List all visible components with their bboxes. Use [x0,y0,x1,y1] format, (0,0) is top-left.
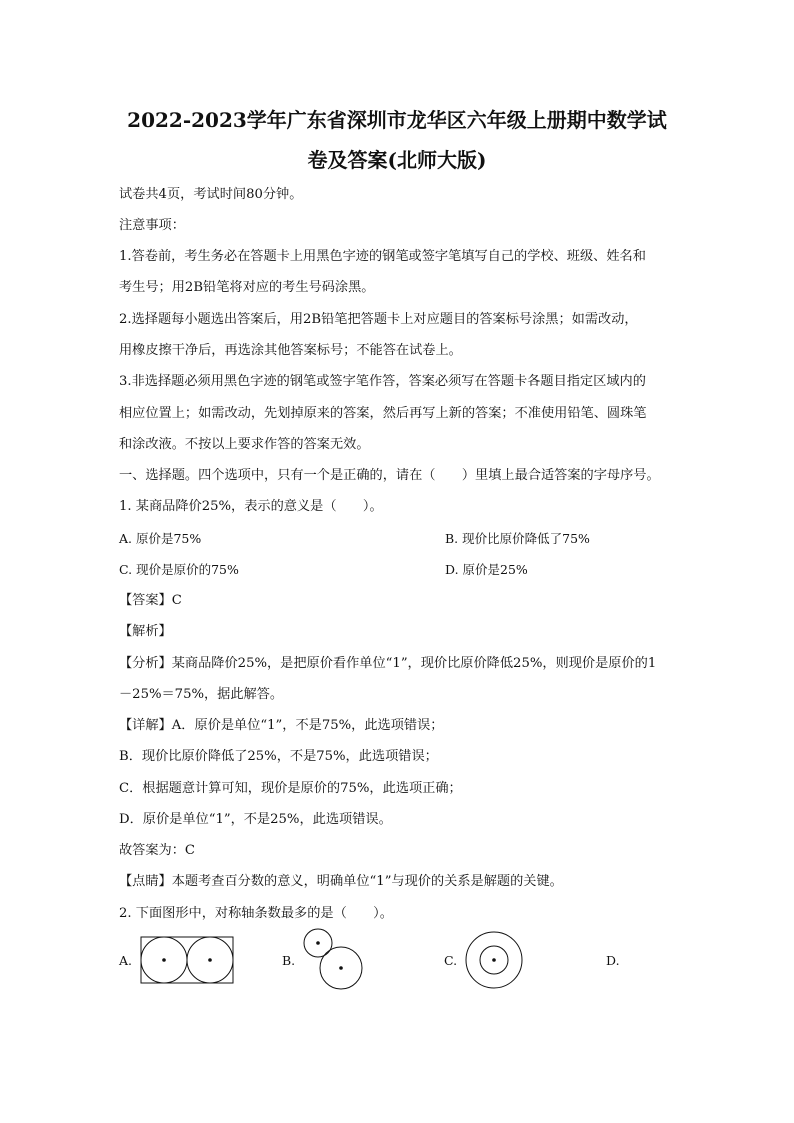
q1-option-a: A. 原价是75% [119,531,202,546]
q1-stem: 1. 某商品降价25%，表示的意义是（ ）。 [119,499,383,514]
notice-3a: 3.非选择题必须用黑色字迹的钢笔或签字笔作答，答案必须写在答题卡各题目指定区域内的 [119,374,646,389]
q1-option-b: B. 现价比原价降低了75% [445,531,590,546]
q2-stem: 2. 下面图形中，对称轴条数最多的是（ ）。 [119,906,393,921]
q1-fenxi-b: －25%＝75%，据此解答。 [119,687,284,702]
figure-a-center-left [162,958,166,962]
q2-option-b-label: B. [282,953,296,968]
figure-a-center-right [208,958,212,962]
q1-detail-b: B．现价比原价降低了25%，不是75%，此选项错误； [119,749,438,764]
q2-figure-a [140,936,234,984]
q1-analysis-heading: 【解析】 [119,624,172,639]
q2-figure-b [300,926,364,990]
q1-answer: 【答案】C [119,593,182,608]
q1-fenxi-a: 【分析】某商品降价25%，是把原价看作单位“1”，现价比原价降低25%，则现价是原价的1 [119,656,657,671]
q1-detail-a: 【详解】A．原价是单位“1”，不是75%，此选项错误； [119,718,444,733]
notice-2a: 2.选择题每小题选出答案后，用2B铅笔把答题卡上对应题目的答案标号涂黑；如需改动， [119,312,638,327]
notice-3b: 相应位置上；如需改动，先划掉原来的答案，然后再写上新的答案；不准使用铅笔、圆珠笔 [119,406,647,421]
q1-option-d: D. 原价是25% [445,562,528,577]
figure-b-center-large [339,966,343,970]
page-title-line1: 2022-2023学年广东省深圳市龙华区六年级上册期中数学试 [127,108,667,132]
notice-heading: 注意事项： [119,218,185,233]
q2-option-d-label: D. [606,953,620,968]
q1-final-answer: 故答案为：C [119,843,196,858]
q1-dianjing: 【点睛】本题考查百分数的意义，明确单位“1”与现价的关系是解题的关键。 [119,874,563,889]
q1-option-c: C. 现价是原价的75% [119,562,239,577]
exam-info: 试卷共4页，考试时间80分钟。 [119,187,303,202]
page-title-line2: 卷及答案(北师大版) [307,148,487,172]
notice-2b: 用橡皮擦干净后，再选涂其他答案标号；不能答在试卷上。 [119,343,462,358]
q1-detail-d: D．原价是单位“1”，不是25%，此选项错误。 [119,812,392,827]
notice-1b: 考生号；用2B铅笔将对应的考生号码涂黑。 [119,280,375,295]
q2-option-c-label: C. [444,953,458,968]
notice-1a: 1.答卷前，考生务必在答题卡上用黑色字迹的钢笔或签字笔填写自己的学校、班级、姓名和 [119,249,646,264]
section-heading: 一、选择题。四个选项中，只有一个是正确的，请在（ ）里填上最合适答案的字母序号。 [119,468,660,483]
q2-figure-c [464,930,524,990]
q1-detail-c: C．根据题意计算可知，现价是原价的75%，此选项正确； [119,781,462,796]
q2-option-a-label: A. [119,953,133,968]
figure-c-center [492,958,496,962]
notice-3c: 和涂改液。不按以上要求作答的答案无效。 [119,437,370,452]
figure-b-center-small [316,941,320,945]
